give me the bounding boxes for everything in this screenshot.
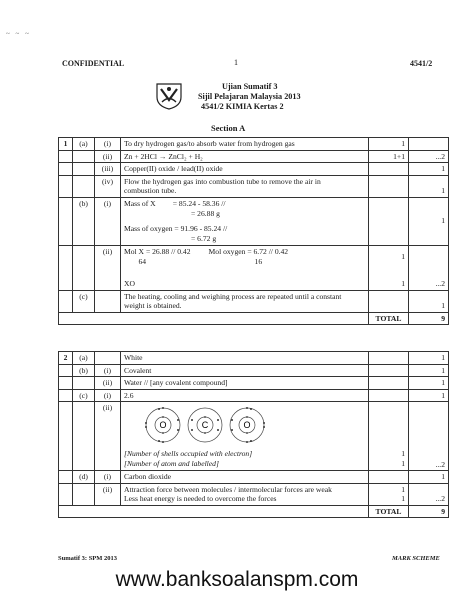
answer-line: combustion tube.	[124, 186, 177, 195]
total-row	[59, 312, 449, 325]
answer-text	[121, 175, 369, 197]
mark	[369, 483, 409, 505]
watermark-url: www.banksoalanspm.com	[115, 568, 359, 591]
footer-right: MARK SCHEME	[392, 555, 440, 562]
paper-code: 4541/2	[410, 59, 433, 68]
scheme-note: [Number of atom and labelled]	[124, 459, 219, 468]
mark: 1+1	[369, 150, 409, 163]
table-row	[59, 138, 449, 151]
atom-label: O	[159, 420, 167, 430]
table-row	[59, 163, 449, 176]
table-row	[59, 175, 449, 197]
mark: 1	[441, 186, 445, 195]
answer-text	[121, 245, 369, 290]
subpart-label: (i)	[95, 138, 121, 151]
answer-line: XO	[124, 278, 135, 288]
paper-title: 4541/2 KIMIA Kertas 2	[201, 102, 284, 111]
answer-text	[121, 290, 369, 312]
subtotal	[409, 138, 449, 151]
answer-line: Mass of oxygen = 91.96 - 85.24 //	[124, 223, 228, 233]
table-row	[59, 290, 449, 312]
answer-text: Carbon dioxide	[121, 471, 369, 484]
subtotal: 1	[409, 377, 449, 390]
table-row	[59, 471, 449, 484]
mark	[369, 402, 409, 471]
part-label: (a)	[73, 352, 95, 365]
subtotal: 1	[409, 364, 449, 377]
answer-text: Copper(II) oxide / lead(II) oxide	[121, 163, 369, 176]
answer-line: = 6.72 g	[191, 233, 217, 243]
mol-x-denominator: 64	[138, 256, 147, 266]
answer-line: The heating, cooling and weighing process are repeated until a constant	[124, 291, 342, 301]
subpart-label: (i)	[95, 197, 121, 245]
mark: 1	[401, 459, 405, 468]
subpart-label: (iii)	[95, 163, 121, 176]
subtotal	[409, 245, 449, 290]
subtotal	[409, 197, 449, 245]
table-row	[59, 197, 449, 245]
total-label: TOTAL	[369, 312, 409, 325]
atom-label: O	[243, 420, 251, 430]
answer-text: To dry hydrogen gas/to absorb water from hydrogen gas	[121, 138, 369, 151]
part-label: (d)	[73, 471, 95, 484]
table-row	[59, 402, 449, 471]
answer-line: weight is obtained.	[124, 301, 182, 310]
section-title: Section A	[211, 123, 246, 133]
part-label: (b)	[73, 197, 95, 245]
subtotal: ...2	[435, 279, 445, 288]
subpart-label: (iv)	[95, 175, 121, 197]
subpart-label: (i)	[95, 389, 121, 402]
mark: 1	[441, 216, 445, 226]
answer-text	[121, 483, 369, 505]
subtotal: 1	[409, 163, 449, 176]
answer-text: Covalent	[121, 364, 369, 377]
answer-line: Flow the hydrogen gas into combustion tube to remove the air in	[124, 176, 321, 186]
table-row	[59, 245, 449, 290]
table-row	[59, 364, 449, 377]
subtotal	[409, 402, 449, 471]
subpart-label: (ii)	[95, 402, 121, 471]
table-row	[59, 389, 449, 402]
answer-text: Water // [any covalent compound]	[121, 377, 369, 390]
question-number: 2	[59, 352, 73, 365]
subtotal	[409, 175, 449, 197]
subtotal: 1	[409, 471, 449, 484]
table-row	[59, 150, 449, 163]
answer-text	[121, 402, 369, 471]
table-row	[59, 352, 449, 365]
subtotal	[409, 290, 449, 312]
subpart-label: (i)	[95, 471, 121, 484]
mol-x-line: Mol X = 26.88 // 0.42	[124, 246, 191, 256]
subtotal: ...2	[435, 459, 445, 469]
footer-left: Sumatif 3: SPM 2013	[58, 555, 118, 562]
answer-line: Mass of X = 85.24 - 58.36 //	[124, 198, 226, 208]
page-number: 1	[234, 58, 238, 67]
total-row	[59, 505, 449, 518]
mark: 1	[401, 494, 405, 503]
subpart-label: (ii)	[95, 245, 121, 290]
mol-oxygen-line: Mol oxygen = 6.72 // 0.42	[208, 246, 289, 256]
subtotal	[409, 483, 449, 505]
co2-electron-diagram	[130, 405, 280, 445]
mark: 1	[401, 449, 405, 458]
subpart-label: (i)	[95, 364, 121, 377]
scan-marks: ~ ~ ~	[6, 30, 31, 38]
answer-line: = 26.88 g	[191, 208, 220, 218]
confidential-label: CONFIDENTIAL	[62, 59, 125, 68]
mark: 1	[401, 484, 405, 494]
subpart-label: (ii)	[95, 483, 121, 505]
subpart-label: (ii)	[95, 377, 121, 390]
mark: 1	[401, 251, 405, 261]
answer-text: White	[121, 352, 369, 365]
mol-oxygen-calc	[209, 247, 289, 267]
subtotal: ...2	[409, 150, 449, 163]
subtotal: 1	[409, 389, 449, 402]
part-label: (b)	[73, 364, 95, 377]
answer-text: Zn + 2HCl → ZnCl₂ + H₂	[121, 150, 369, 163]
table-row	[59, 483, 449, 505]
question-2-table	[58, 351, 449, 518]
mark: 1	[441, 301, 445, 310]
subtotal: ...2	[435, 494, 445, 503]
total-value: 9	[409, 505, 449, 518]
answer-line: Attraction force between molecules / intermolecular forces are weak	[124, 484, 332, 494]
exam-name: Sijil Pelajaran Malaysia 2013	[198, 92, 301, 101]
mol-oxygen-denominator: 16	[254, 256, 263, 266]
question-1-table	[58, 137, 449, 325]
subtotal: 1	[409, 352, 449, 365]
part-label: (a)	[73, 138, 95, 151]
school-logo-icon	[154, 80, 184, 110]
question-number: 1	[59, 138, 73, 151]
subpart-label: (ii)	[95, 150, 121, 163]
mark: 1	[401, 278, 405, 288]
mark: 1	[369, 138, 409, 151]
answer-text	[121, 197, 369, 245]
mark	[369, 245, 409, 290]
table-row	[59, 377, 449, 390]
part-label: (c)	[73, 389, 95, 402]
test-name: Ujian Sumatif 3	[222, 82, 278, 91]
scheme-note: [Number of shells occupied with electron]	[124, 449, 253, 458]
total-value: 9	[409, 312, 449, 325]
part-label: (c)	[73, 290, 95, 312]
mol-x-calc	[124, 247, 191, 267]
total-label: TOTAL	[369, 505, 409, 518]
answer-line: Less heat energy is needed to overcome the forces	[124, 494, 277, 503]
atom-label: C	[201, 420, 209, 430]
answer-text: 2.6	[121, 389, 369, 402]
